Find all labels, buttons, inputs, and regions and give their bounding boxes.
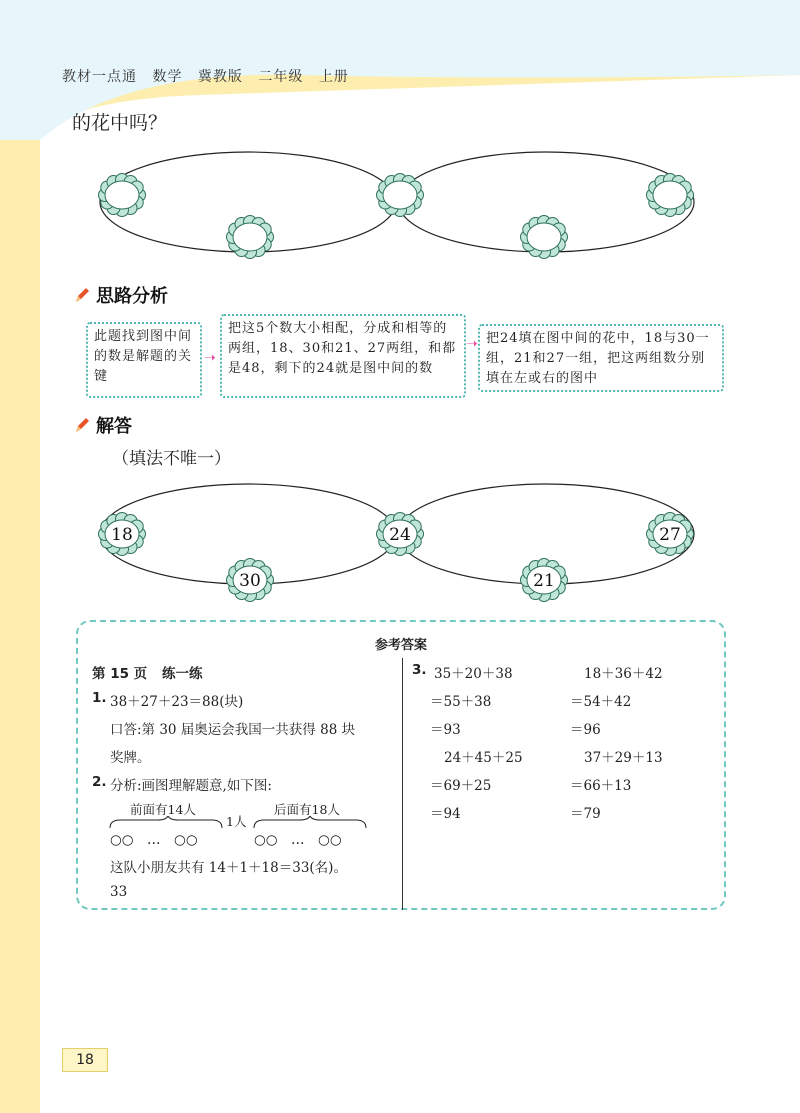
flower-number: 18 (111, 525, 133, 545)
q1-answer-line1: 口答:第 30 届奥运会我国一共获得 88 块 (110, 722, 356, 738)
header-grade: 二年级 (258, 69, 304, 85)
page-number: 18 (62, 1048, 108, 1072)
flower (377, 174, 424, 217)
q3-col1-line: ＝55＋38 (430, 694, 492, 710)
flower-number: 21 (533, 571, 555, 591)
reference-title: 参考答案 (374, 638, 427, 653)
answer-title: 解答 (96, 416, 132, 437)
analysis-step-2: 把这5个数大小相配，分成和相等的两组，18、30和21、27两组，和都是48，剩下的24就是图中间的数 (220, 314, 466, 398)
q3-col1-line: 24＋45＋25 (444, 750, 523, 766)
q2-number: 2. (92, 774, 107, 790)
q1-answer-line2: 奖牌。 (110, 750, 151, 766)
q1-equation: 38＋27＋23＝88(块) (110, 694, 244, 710)
flower-number: 30 (239, 571, 261, 591)
q2-back-circles: ○○ … ○○ (254, 832, 342, 848)
q3-col1-line: ＝93 (430, 722, 461, 738)
q3-col1-line: 35＋20＋38 (434, 666, 513, 682)
flower (521, 559, 568, 602)
q3-number: 3. (412, 662, 427, 678)
arrow-icon: ➝ (204, 350, 216, 366)
empty-flowers (99, 174, 694, 259)
q2-back-label: 后面有18人 (274, 802, 340, 817)
reference-section-label: 练一练 (162, 666, 203, 682)
q1-number: 1. (92, 690, 107, 706)
q3-col1-line: ＝94 (430, 806, 461, 822)
q3-col2-line: 37＋29＋13 (584, 750, 663, 766)
q2-analysis: 分析:画图理解题意,如下图: (110, 778, 272, 794)
pencil-icon (74, 416, 90, 434)
filled-flower-diagram (92, 472, 708, 604)
arrow-icon: ➝ (466, 336, 478, 352)
q3-col1-line: ＝69＋25 (430, 778, 492, 794)
q3-col2-line: 18＋36＋42 (584, 666, 663, 682)
analysis-step-3: 把24填在图中间的花中，18与30一组，21和27一组，把这两组数分别填在左或右的图中 (478, 324, 724, 392)
question-text-tail: 的花中吗？ (72, 112, 168, 134)
reference-answer-box (76, 620, 726, 910)
reference-page-label: 第 15 页 (92, 666, 148, 682)
analysis-step-1: 此题找到图中间的数是解题的关键 (86, 322, 202, 398)
q2-one-label: 1人 (226, 814, 247, 829)
flower (99, 174, 146, 217)
empty-flower-diagram (92, 140, 708, 270)
flower-number: 24 (389, 525, 411, 545)
header-edition: 冀教版 (197, 69, 243, 85)
filled-flowers (99, 513, 694, 602)
analysis-heading (74, 282, 168, 308)
flower (377, 513, 424, 556)
q3-col2-line: ＝66＋13 (570, 778, 632, 794)
q2-front-circles: ○○ … ○○ (110, 832, 198, 848)
header-book: 教材一点通 (62, 69, 137, 85)
analysis-title: 思路分析 (96, 286, 168, 307)
q3-col2-line: ＝96 (570, 722, 601, 738)
q2-answer: 33 (110, 884, 128, 900)
flower (227, 559, 274, 602)
q3-col2-line: ＝79 (570, 806, 601, 822)
answer-heading (74, 412, 132, 438)
q2-result: 这队小朋友共有 14＋1＋18＝33(名)。 (110, 860, 347, 876)
flower-number: 27 (659, 525, 681, 545)
q2-front-label: 前面有14人 (130, 802, 196, 817)
flower (99, 513, 146, 556)
column-divider (402, 658, 403, 910)
header-volume: 上册 (318, 69, 349, 85)
flower (647, 174, 694, 217)
page-header (62, 66, 359, 86)
pencil-icon (74, 286, 90, 304)
header-subject: 数学 (152, 69, 183, 85)
q3-col2-line: ＝54＋42 (570, 694, 632, 710)
answer-note: （填法不唯一） (112, 449, 231, 469)
